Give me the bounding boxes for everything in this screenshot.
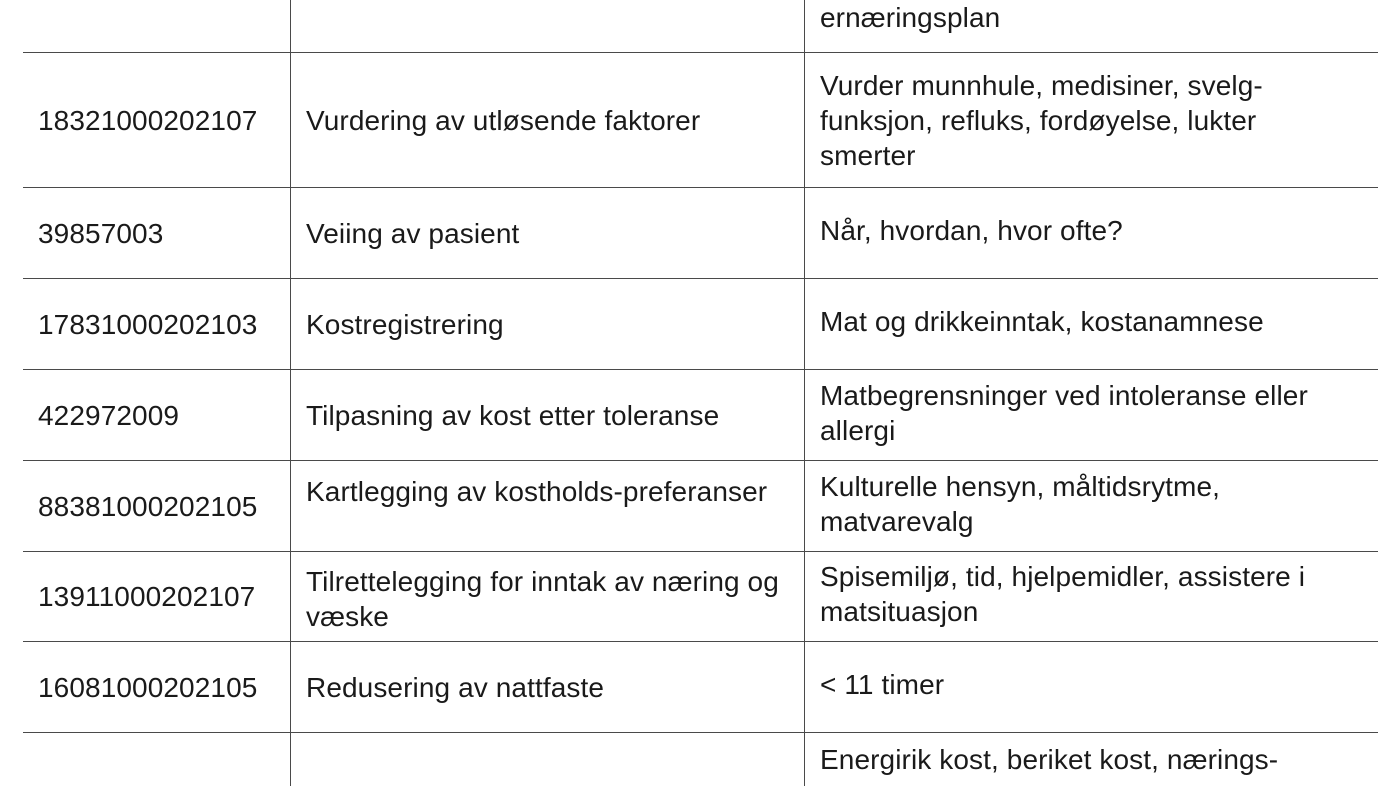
- code-cell: [23, 370, 290, 460]
- code-cell: [23, 53, 290, 187]
- name-text: Kartlegging av kostholds-preferanser: [306, 476, 768, 507]
- note-text: Energirik kost, beriket kost, nærings-: [820, 744, 1279, 775]
- table-row: [23, 733, 1378, 786]
- table-row: [23, 642, 1378, 733]
- name-cell: [290, 0, 804, 52]
- name-cell: [290, 188, 804, 278]
- code-cell: [23, 642, 290, 732]
- code-text: 13911000202107: [38, 581, 256, 612]
- table-row: [23, 552, 1378, 642]
- name-cell: [290, 552, 804, 641]
- table-row: [23, 188, 1378, 279]
- code-cell: [23, 279, 290, 369]
- name-cell: [290, 53, 804, 187]
- code-text: 17831000202103: [38, 308, 258, 340]
- name-cell: [290, 279, 804, 369]
- code-cell: [23, 0, 290, 52]
- note-cell: [804, 279, 1378, 369]
- name-text: Kostregistrering: [306, 308, 504, 340]
- code-text: 16081000202105: [38, 671, 258, 703]
- note-text: ernæringsplan: [820, 2, 1001, 33]
- note-cell: [804, 53, 1378, 187]
- note-cell: [804, 0, 1378, 52]
- code-cell: [23, 188, 290, 278]
- name-text: Tilpasning av kost etter toleranse: [306, 399, 720, 431]
- code-cell: [23, 552, 290, 641]
- code-cell: [23, 461, 290, 551]
- name-text: Tilrettelegging for inntak av næring og væske: [306, 566, 779, 632]
- name-cell: [290, 370, 804, 460]
- name-cell: [290, 733, 804, 786]
- name-cell: [290, 642, 804, 732]
- note-cell: [804, 461, 1378, 551]
- table-row: [23, 279, 1378, 370]
- note-cell: [804, 552, 1378, 641]
- table-row: [23, 370, 1378, 461]
- table-row: [23, 0, 1378, 53]
- name-text: Veiing av pasient: [306, 217, 520, 249]
- code-text: 88381000202105: [38, 490, 258, 522]
- table-row: [23, 53, 1378, 188]
- code-text: 39857003: [38, 217, 164, 249]
- code-cell: [23, 733, 290, 786]
- note-text: Når, hvordan, hvor ofte?: [820, 215, 1123, 246]
- note-cell: [804, 733, 1378, 786]
- note-text: Matbegrensninger ved intoleranse eller allergi: [820, 380, 1308, 446]
- code-text: 422972009: [38, 399, 180, 431]
- name-cell: [290, 461, 804, 551]
- note-text: < 11 timer: [820, 669, 945, 700]
- name-text: Redusering av nattfaste: [306, 671, 605, 703]
- note-cell: [804, 188, 1378, 278]
- code-text: 18321000202107: [38, 104, 258, 136]
- note-text: Vurder munnhule, medisiner, svelg-funksjon, refluks, fordøyelse, lukter smerter: [820, 70, 1263, 171]
- name-text: Vurdering av utløsende faktorer: [306, 104, 701, 136]
- note-text: Spisemiljø, tid, hjelpemidler, assistere i matsituasjon: [820, 561, 1306, 627]
- table-row: [23, 461, 1378, 552]
- note-cell: [804, 642, 1378, 732]
- note-cell: [804, 370, 1378, 460]
- note-text: Mat og drikkeinntak, kostanamnese: [820, 306, 1264, 337]
- note-text: Kulturelle hensyn, måltidsrytme, matvarevalg: [820, 471, 1221, 537]
